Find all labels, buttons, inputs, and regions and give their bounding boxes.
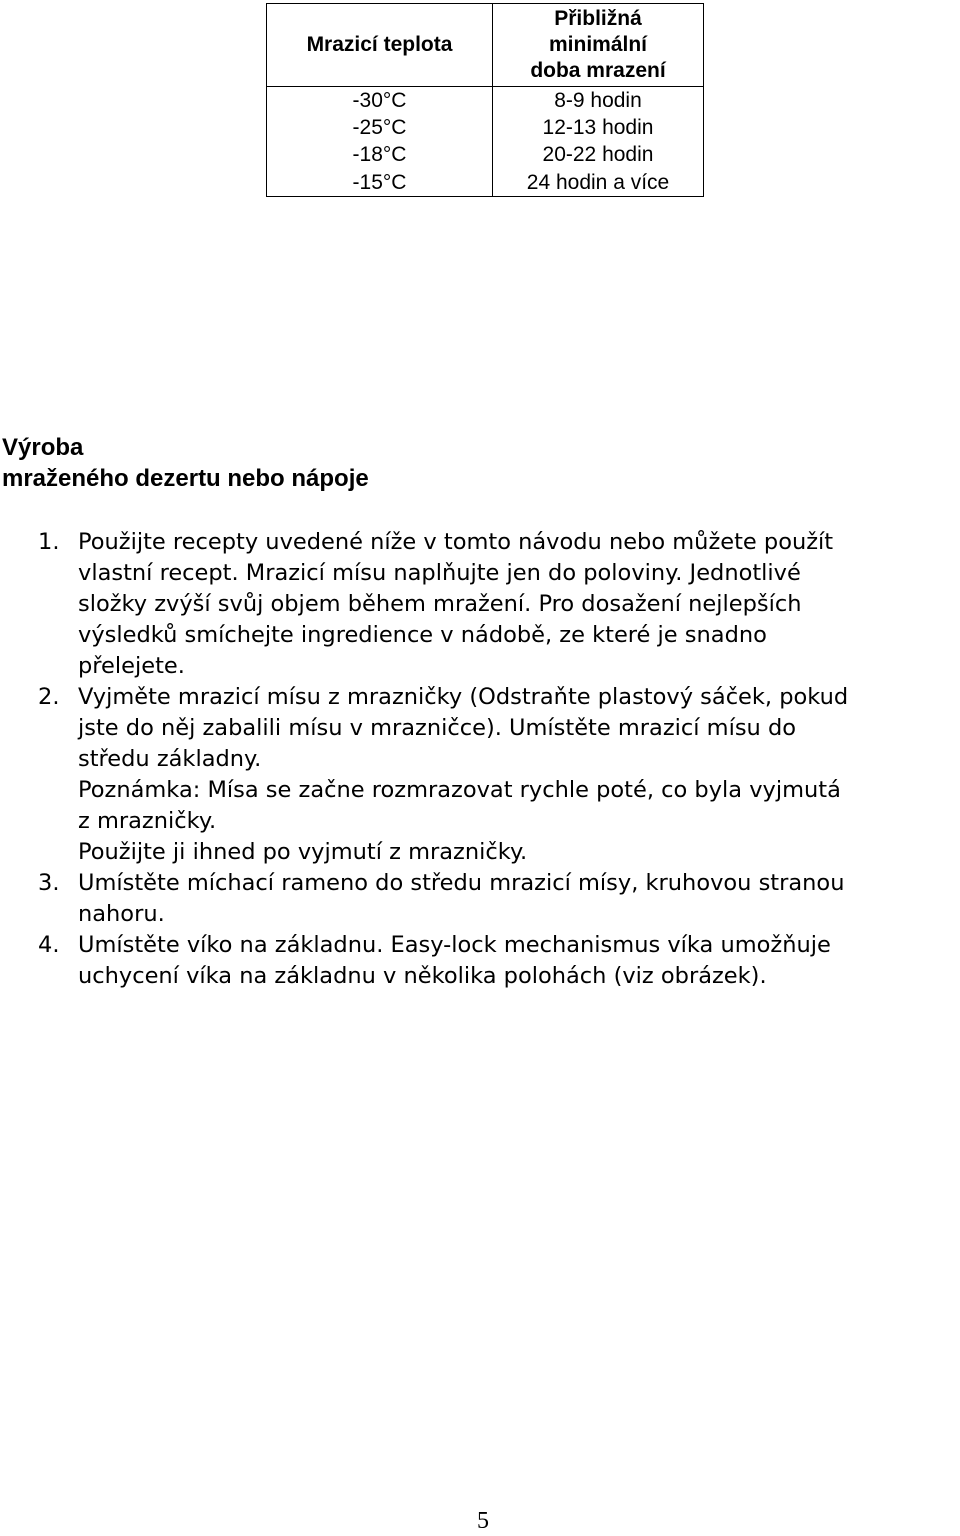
step-3-line [0,899,960,930]
step-text: středu základny. [78,746,262,772]
cell-freezing-time: 24 hodin a více [493,168,704,197]
step-text: složky zvýší svůj objem během mražení. Pro dosažení nejlepších [78,591,802,617]
table-header-row [267,4,704,87]
freezing-time-table [266,3,704,197]
header-time-line: minimální [548,33,648,56]
table-row [267,114,704,141]
step-1-line [0,589,960,620]
step-1-line [0,651,960,682]
step-text: přelejete. [78,653,185,679]
step-text: jste do něj zabalili mísu v mrazničce). Umístěte mrazicí mísu do [78,715,797,741]
step-text: Umístěte míchací rameno do středu mrazicí mísy, kruhovou stranou [78,870,845,896]
cell-freezing-time: 12-13 hodin [493,114,704,141]
step-4-line [0,961,960,992]
step-text: Vyjměte mrazicí mísu z mrazničky (Odstraňte plastový sáček, pokud [78,684,849,710]
step-text: Použijte ji ihned po vyjmutí z mrazničky. [78,839,528,865]
step-1-line [0,527,960,558]
section-heading [2,432,369,494]
header-freezing-temperature: Mrazicí teplota [267,4,493,87]
page-number: 5 [477,1508,489,1534]
step-text: Umístěte víko na základnu. Easy-lock mechanismus víka umožňuje [78,932,831,958]
step-3-line [0,868,960,899]
cell-freezing-time: 20-22 hodin [493,141,704,168]
step-number: 2. [38,684,60,710]
step-1-line [0,558,960,589]
step-text: Použijte recepty uvedené níže v tomto návodu nebo můžete použít [78,529,834,555]
step-2-line [0,775,960,806]
table-row [267,168,704,197]
step-text: uchycení víka na základnu v několika polohách (viz obrázek). [78,963,767,989]
step-number: 1. [38,529,60,555]
step-2-line [0,682,960,713]
step-text: Poznámka: Mísa se začne rozmrazovat rychle poté, co byla vyjmutá [78,777,841,803]
cell-freezing-time: 8-9 hodin [493,87,704,115]
step-2-line [0,713,960,744]
step-2-line [0,806,960,837]
step-text: z mrazničky. [78,808,217,834]
cell-temperature: -25°C [267,114,493,141]
header-time-line: doba mrazení [530,59,666,82]
step-4-line [0,930,960,961]
step-2-line [0,744,960,775]
step-2-line [0,837,960,868]
step-text: nahoru. [78,901,165,927]
step-text: vlastní recept. Mrazicí mísu naplňujte jen do poloviny. Jednotlivé [78,560,801,586]
table-row [267,87,704,115]
table-row [267,141,704,168]
step-text: výsledků smíchejte ingredience v nádobě, ze které je snadno [78,622,767,648]
section-title-line: mraženého dezertu nebo nápoje [2,465,369,492]
cell-temperature: -18°C [267,141,493,168]
header-minimum-freezing-time [493,4,704,87]
cell-temperature: -15°C [267,168,493,197]
section-title-line: Výroba [2,434,84,461]
step-1-line [0,620,960,651]
step-number: 4. [38,932,60,958]
step-number: 3. [38,870,60,896]
instruction-list [0,527,960,992]
header-time-line: Přibližná [554,7,642,30]
cell-temperature: -30°C [267,87,493,115]
